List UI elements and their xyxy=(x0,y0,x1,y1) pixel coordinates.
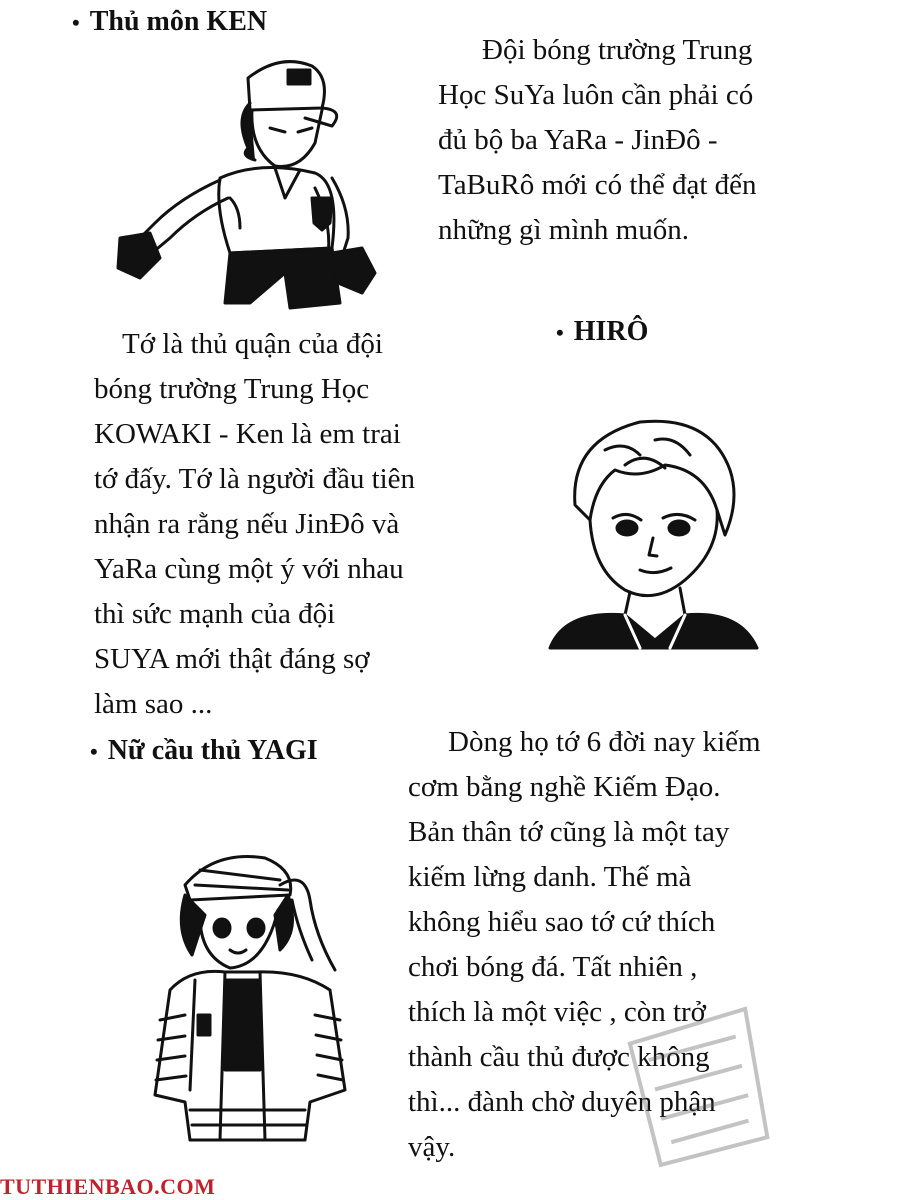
text-line: KOWAKI - Ken là em trai xyxy=(94,418,401,450)
text-line: vậy. xyxy=(408,1131,456,1163)
bullet-icon: • xyxy=(72,10,80,35)
text-line: đủ bộ ba YaRa - JinĐô - xyxy=(438,124,718,156)
text-line: thích là một việc , còn trở xyxy=(408,996,707,1028)
text-line: Đội bóng trường Trung xyxy=(482,34,753,66)
heading-yagi xyxy=(90,735,318,767)
heading-hiro-text: HIRÔ xyxy=(573,316,649,347)
text-line: thì... đành chờ duyên phận xyxy=(408,1086,716,1118)
text-line: tớ đấy. Tớ là người đầu tiên xyxy=(94,463,416,495)
text-line: không hiểu sao tớ cứ thích xyxy=(408,906,716,938)
text-line: những gì mình muốn. xyxy=(438,214,689,246)
heading-ken-text: Thủ môn KEN xyxy=(89,6,268,37)
text-line: cơm bằng nghề Kiếm Đạo. xyxy=(408,771,721,803)
text-line: TaBuRô mới có thể đạt đến xyxy=(438,169,757,201)
text-line: SUYA mới thật đáng sợ xyxy=(94,643,370,675)
text-line: Dòng họ tớ 6 đời nay kiếm xyxy=(448,726,761,758)
text-line: chơi bóng đá. Tất nhiên , xyxy=(408,951,698,983)
text-line: thì sức mạnh của đội xyxy=(94,598,336,630)
hiro-portrait-illustration xyxy=(545,410,765,650)
heading-yagi-text: Nữ cầu thủ YAGI xyxy=(107,735,318,766)
text-line: kiếm lừng danh. Thế mà xyxy=(408,861,692,893)
text-line: làm sao ... xyxy=(94,688,213,720)
bullet-icon: • xyxy=(556,320,564,345)
heading-ken xyxy=(72,6,267,38)
ken-paragraph xyxy=(438,28,820,253)
text-line: Học SuYa luôn cần phải có xyxy=(438,79,754,111)
hiro-paragraph xyxy=(94,322,474,727)
text-line: bóng trường Trung Học xyxy=(94,373,370,405)
site-footer-watermark: TUTHIENBAO.COM xyxy=(0,1174,216,1199)
text-line: YaRa cùng một ý với nhau xyxy=(94,553,404,585)
yagi-player-illustration xyxy=(130,840,380,1150)
text-line: Bản thân tớ cũng là một tay xyxy=(408,816,730,848)
text-line: thành cầu thủ được không xyxy=(408,1041,710,1073)
heading-hiro xyxy=(556,316,648,348)
text-line: nhận ra rằng nếu JinĐô và xyxy=(94,508,400,540)
text-line: Tớ là thủ quận của đội xyxy=(122,328,383,360)
ken-goalkeeper-illustration xyxy=(100,48,400,318)
bullet-icon: • xyxy=(90,739,98,764)
